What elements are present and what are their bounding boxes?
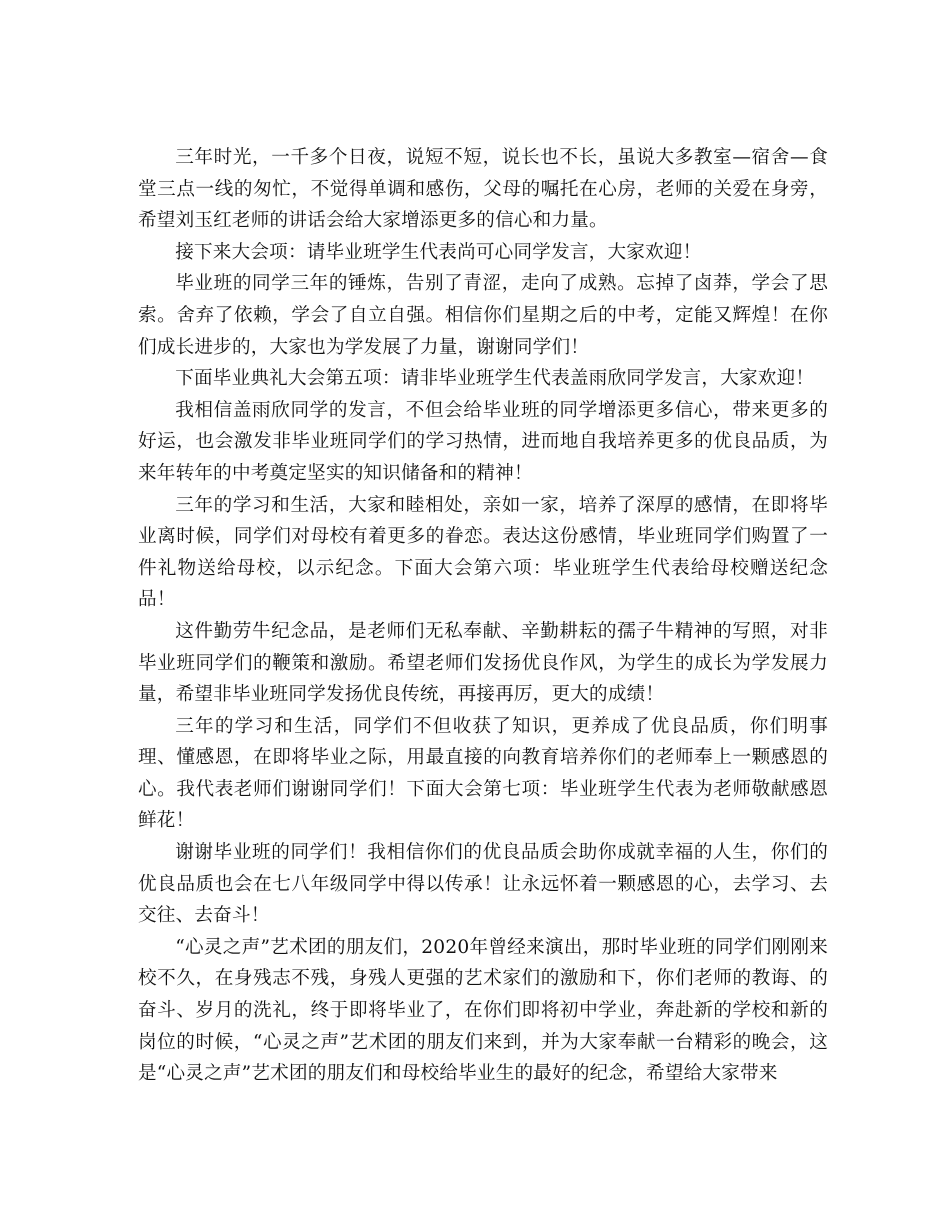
paragraph-7: 这件勤劳牛纪念品，是老师们无私奉献、辛勤耕耘的孺子牛精神的写照，对非毕业班同学们的鞭策和激励。希望老师们发扬优良作风，为学生的成长为学发展力量，希望非毕业班同学发扬优良传统，再接再厉，更大的成绩！	[138, 620, 828, 706]
paragraph-1: 三年时光，一千多个日夜，说短不短，说长也不长，虽说大多教室—宿舍—食堂三点一线的匆忙，不觉得单调和感伤，父母的嘱托在心房，老师的关爱在身旁，希望刘玉红老师的讲话会给大家增添更多的信心和力量。	[138, 147, 828, 232]
paragraph-3: 毕业班的同学三年的锤炼，告别了青涩，走向了成熟。忘掉了卤莽，学会了思索。舍弃了依赖，学会了自立自强。相信你们星期之后的中考，定能又辉煌！在你们成长进步的，大家也为学发展了力量，谢谢同学们！	[138, 273, 828, 358]
paragraph-8: 三年的学习和生活，同学们不但收获了知识，更养成了优良品质，你们明事理、懂感恩，在即将毕业之际，用最直接的向教育培养你们的老师奉上一颗感恩的心。我代表老师们谢谢同学们！下面大会第七项：毕业班学生代表为老师敬献感恩鲜花！	[138, 715, 828, 832]
paragraph-5: 我相信盖雨欣同学的发言，不但会给毕业班的同学增添更多信心，带来更多的好运，也会激发非毕业班同学们的学习热情，进而地自我培养更多的优良品质，为来年转年的中考奠定坚实的知识储备和的精神！	[138, 399, 828, 484]
paragraph-6: 三年的学习和生活，大家和睦相处，亲如一家，培养了深厚的感情，在即将毕业离时候，同学们对母校有着更多的眷恋。表达这份感情，毕业班同学们购置了一件礼物送给母校，以示纪念。下面大会第六项：毕业班学生代表给母校赠送纪念品！	[138, 494, 828, 611]
paragraph-10: “心灵之声”艺术团的朋友们，2020年曾经来演出，那时毕业班的同学们刚刚来校不久，在身残志不残，身残人更强的艺术家们的激励和下，你们老师的教诲、的奋斗、岁月的洗礼，终于即将毕业了，在你们即将初中学业，奔赴新的学校和新的岗位的时候，“心灵之声”艺术团的朋友们来到，并为大家奉献一台精彩的晚会，这是“心灵之声”艺术团的朋友们和母校给毕业生的最好的纪念，希望给大家带来	[138, 936, 828, 1085]
document-body	[138, 142, 828, 1090]
paragraph-2: 接下来大会项：请毕业班学生代表尚可心同学发言，大家欢迎！	[175, 241, 702, 263]
paragraph-9: 谢谢毕业班的同学们！我相信你们的优良品质会助你成就幸福的人生，你们的优良品质也会在七八年级同学中得以传承！让永远怀着一颗感恩的心，去学习、去交往、去奋斗！	[138, 842, 828, 927]
paragraph-4: 下面毕业典礼大会第五项：请非毕业班学生代表盖雨欣同学发言，大家欢迎！	[175, 368, 815, 390]
